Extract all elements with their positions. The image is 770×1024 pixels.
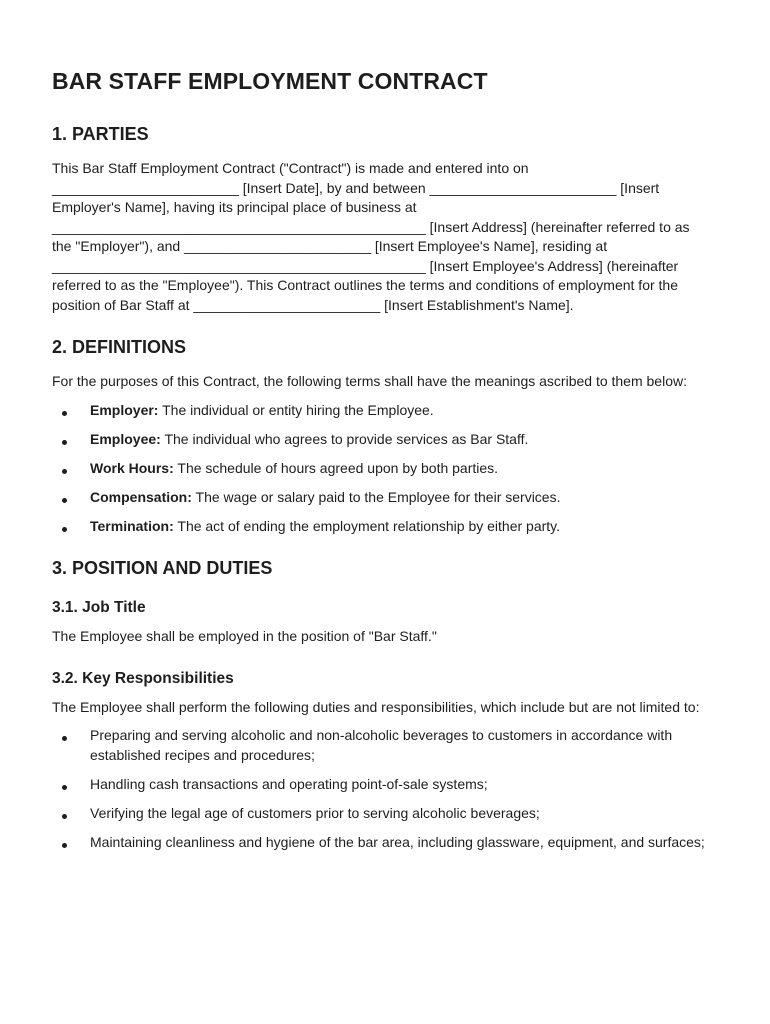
responsibility-item: Preparing and serving alcoholic and non-alcoholic beverages to customers in accordance with established recipes and procedures; [52,726,712,765]
subheading-key-responsibilities: 3.2. Key Responsibilities [52,669,234,687]
definition-term: Work Hours: [90,459,174,476]
definition-item [52,517,712,537]
section-heading-definitions: 2. DEFINITIONS [52,337,187,357]
definition-item [52,401,712,421]
responsibilities-intro: The Employee shall perform the following duties and responsibilities, which include but are not limited to: [52,698,700,715]
section-definitions [52,335,712,536]
responsibility-item: Verifying the legal age of customers prior to serving alcoholic beverages; [52,804,712,824]
definition-text: The act of ending the employment relationship by either party. [173,517,561,534]
subheading-job-title: 3.1. Job Title [52,599,146,616]
definition-item [52,488,712,508]
responsibility-item: Handling cash transactions and operating point-of-sale systems; [52,775,712,795]
section-heading-position: 3. POSITION AND DUTIES [52,558,273,578]
definition-text: The individual who agrees to provide services as Bar Staff. [160,430,529,447]
definition-text: The schedule of hours agreed upon by both parties. [173,459,499,476]
section-parties [52,122,712,315]
definition-text: The individual or entity hiring the Employee. [158,401,434,418]
document-title: BAR STAFF EMPLOYMENT CONTRACT [52,68,488,94]
section-position-duties [52,556,712,852]
job-title-paragraph: The Employee shall be employed in the position of "Bar Staff." [52,628,437,644]
section-heading-parties: 1. PARTIES [52,124,149,144]
responsibility-item: Maintaining cleanliness and hygiene of the bar area, including glassware, equipment, and surfaces; [52,833,712,853]
definition-term: Employer: [90,401,159,418]
definition-term: Termination: [90,517,174,534]
definition-term: Compensation: [90,488,192,505]
definition-term: Employee: [90,430,161,447]
parties-paragraph: This Bar Staff Employment Contract ("Contract") is made and entered into on ________________________ [Insert Date], by and between ________________________ [Insert Employer's Name], having its principal place of business at ________________________________________________ [Insert Address] (hereinafter referred to as the "Employer"), and ________________________ [Insert Employee's Name], residing at ________________________________________________ [Insert Employee's Address] (hereinafter referred to as the "Employee"). This Contract outlines the terms and conditions of employment for the position of Bar Staff at ________________________ [Insert Establishment's Name]. [52,160,690,313]
contract-page [52,66,712,872]
responsibilities-list [52,726,712,852]
definition-item [52,459,712,479]
definition-item [52,430,712,450]
definitions-intro: For the purposes of this Contract, the following terms shall have the meanings ascribed to them below: [52,373,687,389]
definition-text: The wage or salary paid to the Employee for their services. [191,488,561,505]
definitions-list [52,401,712,537]
